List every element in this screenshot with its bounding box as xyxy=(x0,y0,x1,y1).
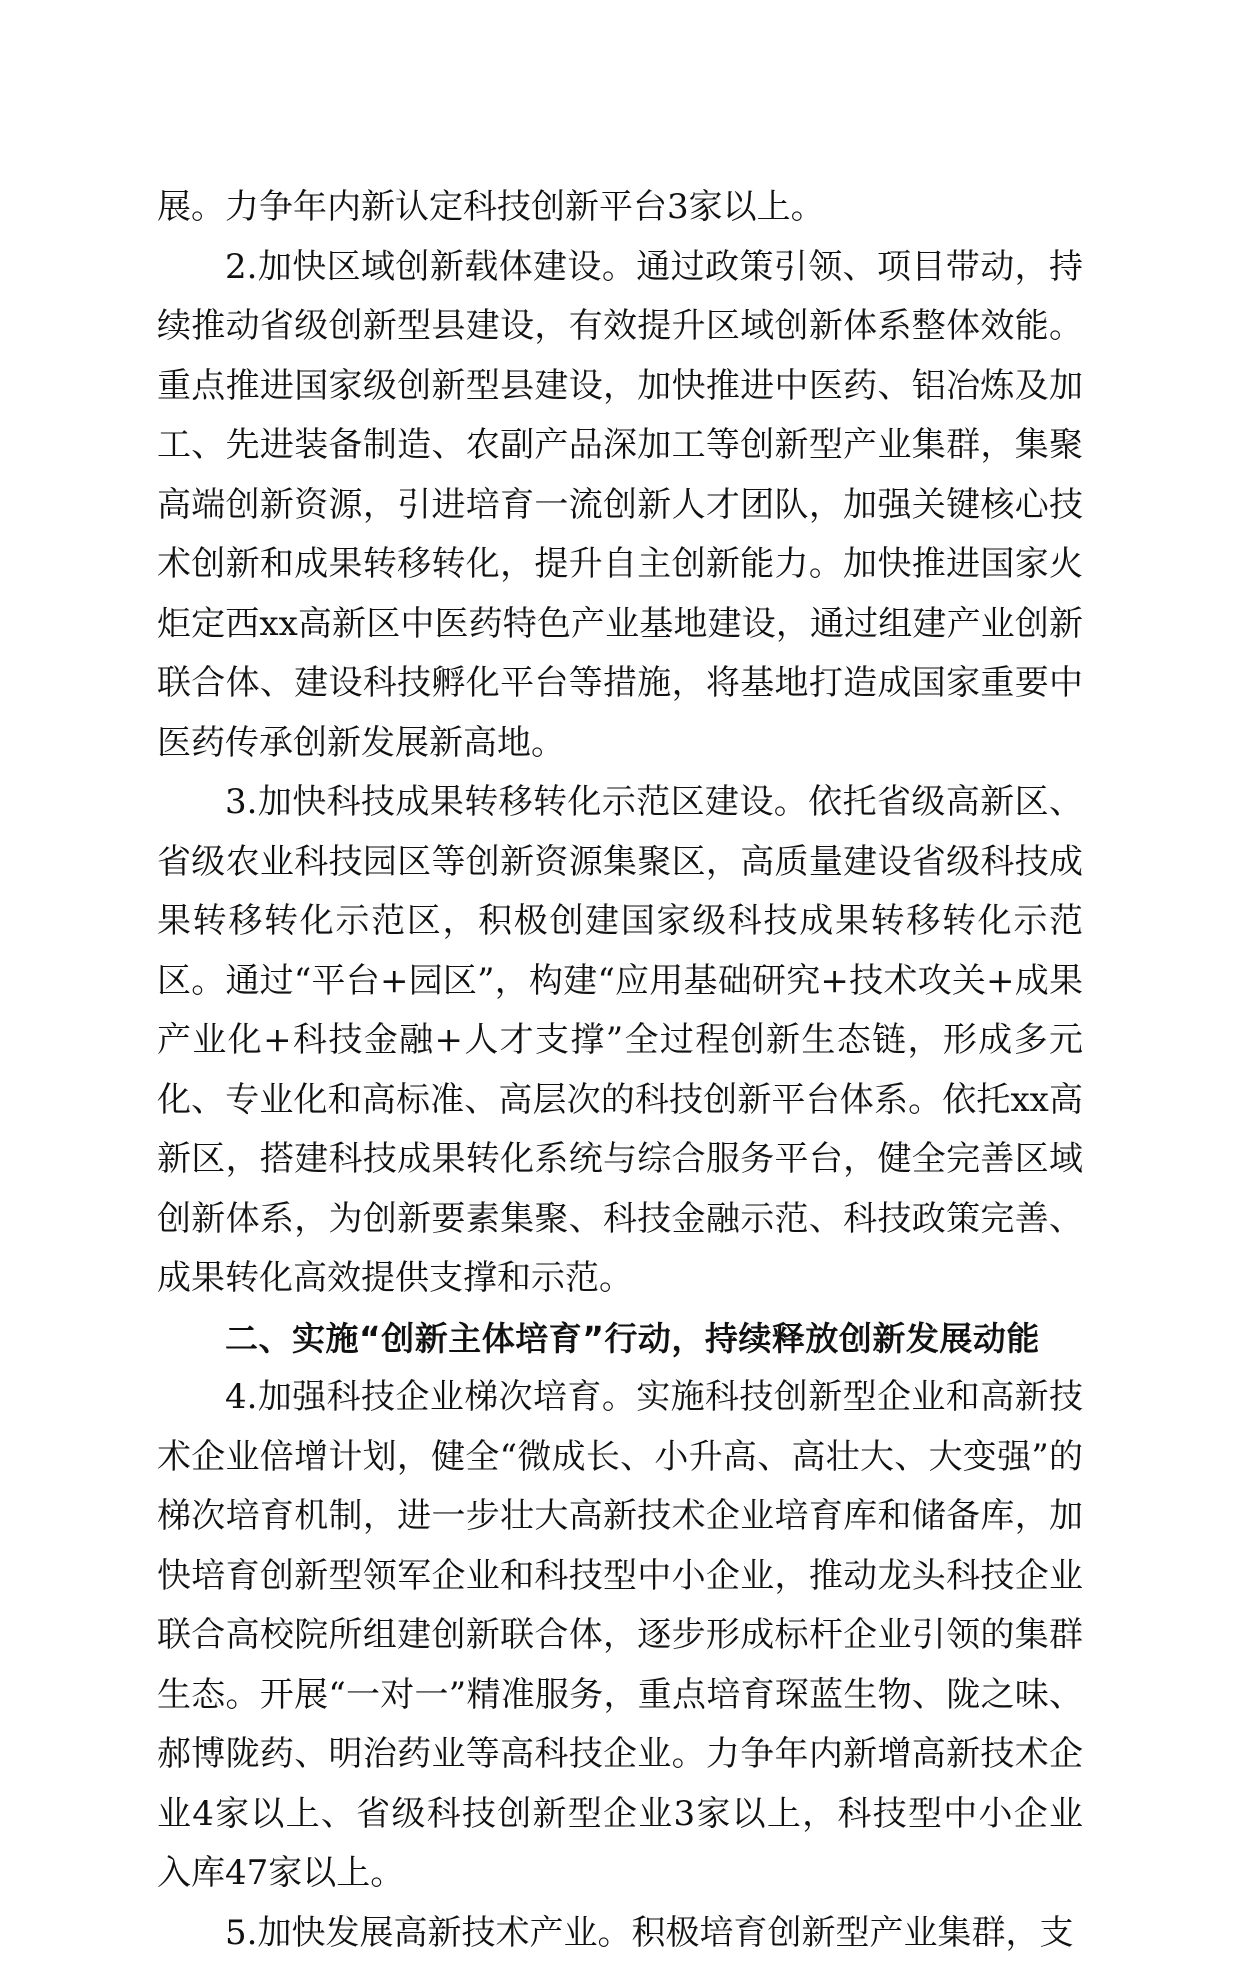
paragraph-item-3: 3.加快科技成果转移转化示范区建设。依托省级高新区、省级农业科技园区等创新资源集聚区，高质量建设省级科技成果转移转化示范区，积极创建国家级科技成果转移转化示范区。通过“平台+园区”，构建“应用基础研究+技术攻关+成果产业化+科技金融+人才支撑”全过程创新生态链，形成多元化、专业化和高标准、高层次的科技创新平台体系。依托xx高新区，搭建科技成果转化系统与综合服务平台，健全完善区域创新体系，为创新要素集聚、科技金融示范、科技政策完善、成果转化高效提供支撑和示范。 xyxy=(157,773,1083,1309)
paragraph-item-4: 4.加强科技企业梯次培育。实施科技创新型企业和高新技术企业倍增计划，健全“微成长、小升高、高壮大、大变强”的梯次培育机制，进一步壮大高新技术企业培育库和储备库，加快培育创新型领军企业和科技型中小企业，推动龙头科技企业联合高校院所组建创新联合体，逐步形成标杆企业引领的集群生态。开展“一对一”精准服务，重点培育琛蓝生物、陇之味、郝博陇药、明治药业等高科技企业。力争年内新增高新技术企业4家以上、省级科技创新型企业3家以上，科技型中小企业入库47家以上。 xyxy=(157,1368,1083,1904)
document-body xyxy=(157,178,1083,1963)
paragraph-item-5: 5.加快发展高新技术产业。积极培育创新型产业集群，支 xyxy=(157,1904,1083,1963)
paragraph-item-2: 2.加快区域创新载体建设。通过政策引领、项目带动，持续推动省级创新型县建设，有效提升区域创新体系整体效能。重点推进国家级创新型县建设，加快推进中医药、铝冶炼及加工、先进装备制造、农副产品深加工等创新型产业集群，集聚高端创新资源，引进培育一流创新人才团队，加强关键核心技术创新和成果转移转化，提升自主创新能力。加快推进国家火炬定西xx高新区中医药特色产业基地建设，通过组建产业创新联合体、建设科技孵化平台等措施，将基地打造成国家重要中医药传承创新发展新高地。 xyxy=(157,238,1083,774)
section-heading: 二、实施“创新主体培育”行动，持续释放创新发展动能 xyxy=(157,1309,1083,1369)
paragraph-continuation: 展。力争年内新认定科技创新平台3家以上。 xyxy=(157,178,1083,238)
